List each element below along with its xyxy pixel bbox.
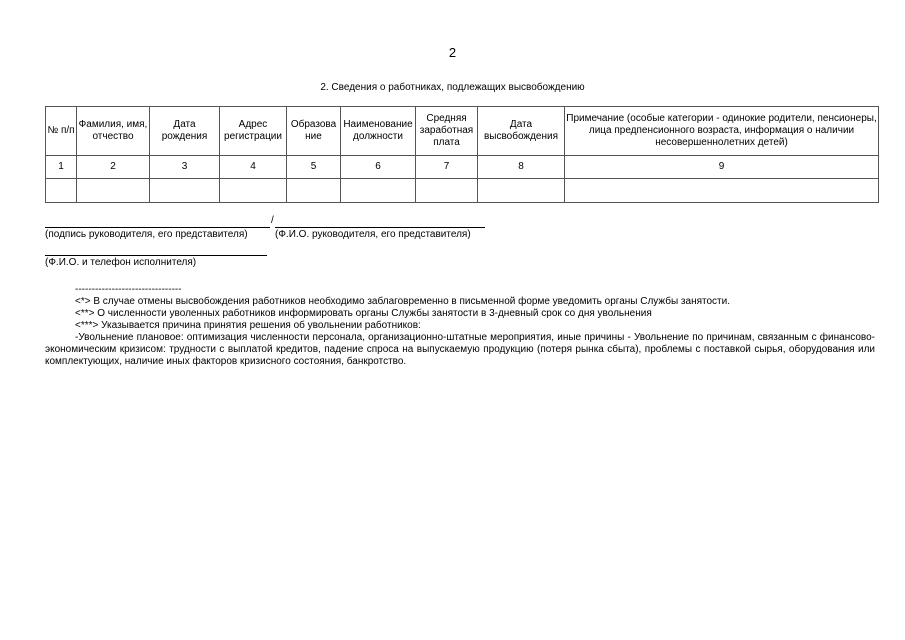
manager-signature-caption: (подпись руководителя, его представителя) <box>45 229 248 240</box>
column-number: 4 <box>220 156 287 179</box>
footnote-3: <***> Указывается причина принятия решения об увольнении работников: <box>75 320 421 331</box>
page-number: 2 <box>448 45 457 60</box>
signature-separator: / <box>271 215 274 226</box>
column-number: 6 <box>341 156 416 179</box>
column-number: 2 <box>77 156 150 179</box>
table-cell <box>77 179 150 203</box>
footnote-4: -Увольнение плановое: оптимизация численности персонала, организационно-штатные мероприятия, иные причины - Увольнение по причинам, связанным с финансово-экономическим кризисом: трудности с выплатой кредитов, падение спроса на выпускаемую продукцию (потеря рынка сбыта), проблемы с поставкой сырья, оборудования или комплектующих, наличие иных факторов кризисного состояния, банкротство. <box>45 332 875 367</box>
table-cell <box>150 179 220 203</box>
footnotes <box>45 284 875 368</box>
manager-name-caption: (Ф.И.О. руководителя, его представителя) <box>275 229 471 240</box>
table-header-row <box>46 107 879 156</box>
workers-table <box>45 106 879 203</box>
column-number: 9 <box>565 156 879 179</box>
header-registration-address: Адрес регистрации <box>220 107 287 156</box>
table-cell <box>478 179 565 203</box>
header-average-salary: Средняя заработная плата <box>416 107 478 156</box>
table-cell <box>220 179 287 203</box>
column-number: 7 <box>416 156 478 179</box>
header-release-date: Дата высвобождения <box>478 107 565 156</box>
table-row <box>46 179 879 203</box>
footnote-2: <**> О численности уволенных работников информировать органы Службы занятости в 3-дневный срок со дня увольнения <box>75 308 652 319</box>
column-number-row <box>46 156 879 179</box>
footnote-1: <*> В случае отмены высвобождения работников необходимо заблаговременно в письменной форме уведомить органы Службы занятости. <box>75 296 730 307</box>
column-number: 1 <box>46 156 77 179</box>
executor-line <box>45 255 267 256</box>
header-full-name: Фамилия, имя, отчество <box>77 107 150 156</box>
table-cell <box>416 179 478 203</box>
table-cell <box>341 179 416 203</box>
column-number: 3 <box>150 156 220 179</box>
section-title: 2. Сведения о работниках, подлежащих высвобождению <box>320 82 585 93</box>
footnote-divider: -------------------------------- <box>75 284 182 295</box>
table-cell <box>287 179 341 203</box>
manager-name-line <box>275 227 485 228</box>
column-number: 8 <box>478 156 565 179</box>
table-cell <box>565 179 879 203</box>
column-number: 5 <box>287 156 341 179</box>
header-position: Наименование должности <box>341 107 416 156</box>
header-note: Примечание (особые категории - одинокие родители, пенсионеры, лица предпенсионного возраста, информация о наличии несовершеннолетних детей) <box>565 107 879 156</box>
executor-caption: (Ф.И.О. и телефон исполнителя) <box>45 257 197 268</box>
header-number: № п/п <box>46 107 77 156</box>
header-education: Образова ние <box>287 107 341 156</box>
table-cell <box>46 179 77 203</box>
header-birth-date: Дата рождения <box>150 107 220 156</box>
manager-signature-line <box>45 227 270 228</box>
